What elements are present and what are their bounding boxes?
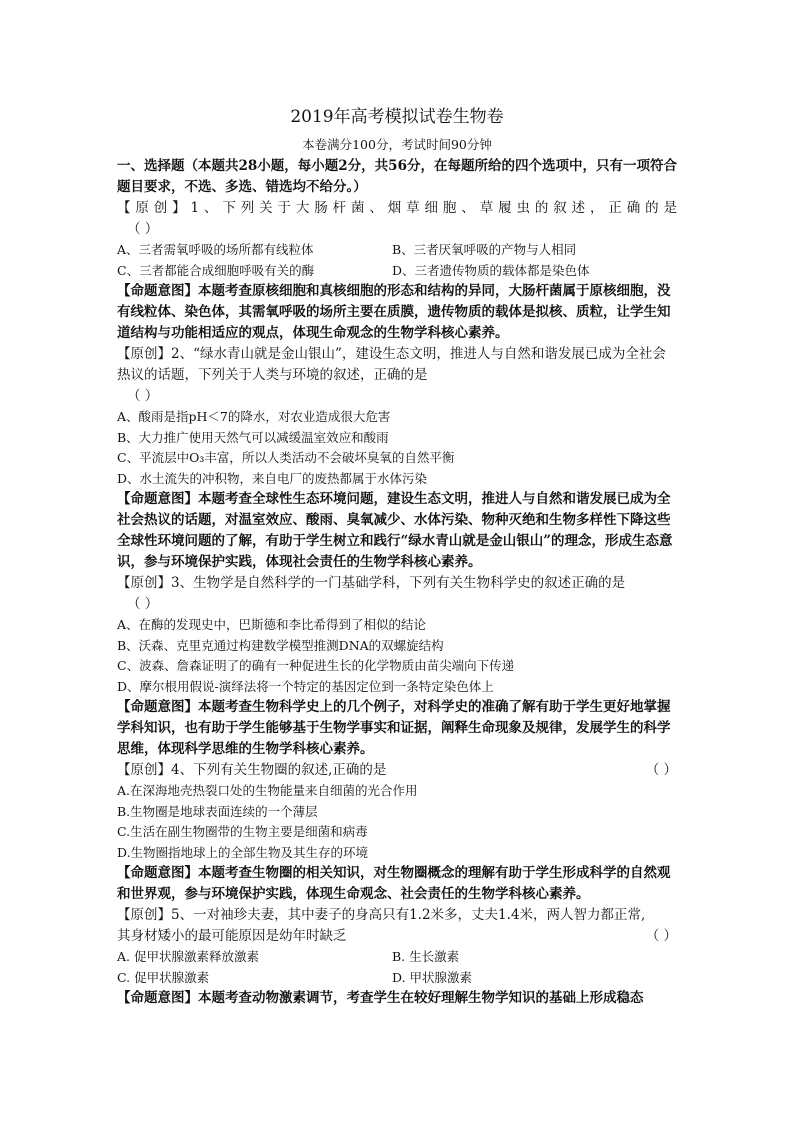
option-a: A、酸雨是指pH＜7的降水，对农业造成很大危害 xyxy=(117,409,391,424)
intent-paragraph: 【命题意图】本题考查原核细胞和真核细胞的形态和结构的异同，大肠杆菌属于原核细胞，没有线粒体、染色体，其需氧呼吸的场所主要在质膜，遗传物质的载体是拟核、质粒，让学生知道结构与功能相适应的观点，体现生命观念的生物学科核心素养。 xyxy=(117,283,671,341)
option-row xyxy=(117,240,677,261)
option-d: D、三者遗传物质的载体都是染色体 xyxy=(392,262,590,278)
intent-paragraph: 【命题意图】本题考查全球性生态环境问题，建设生态文明，推进人与自然和谐发展已成为全社会热议的话题，对温室效应、酸雨、臭氧减少、水体污染、物种灭绝和生物多样性下降这些全球性环境问题的了解，有助于学生树立和践行“绿水青山就是金山银山”的理念，形成生态意识，参与环境保护实践，体现社会责任的生物学科核心素养。 xyxy=(117,491,673,570)
question-5 xyxy=(117,905,677,1009)
option-b: B、三者厌氧呼吸的产物与人相同 xyxy=(392,242,577,257)
exam-subtitle: 本卷满分100分，考试时间90分钟 xyxy=(302,137,492,152)
option-c: C. 促甲状腺激素 xyxy=(117,969,210,985)
answer-bracket: （ ） xyxy=(645,928,677,944)
option-d: D. 甲状腺激素 xyxy=(392,969,473,985)
question-stem: 【原创】1、下列关于大肠杆菌、烟草细胞、草履虫的叙述，正确的是 xyxy=(117,200,677,216)
option-d: D、水土流失的冲积物，来自电厂的废热都属于水体污染 xyxy=(117,470,428,486)
section-header: 一、选择题（本题共28小题，每小题2分，共56分，在每题所给的四个选项中，只有一项符合题目要求，不选、多选、错选均不给分。） xyxy=(117,158,677,195)
option-c: C、平流层中O₃丰富，所以人类活动不会破坏臭氧的自然平衡 xyxy=(117,450,455,465)
option-a: A. 促甲状腺激素释放激素 xyxy=(117,949,259,964)
question-stem-cont: 其身材矮小的最可能原因是幼年时缺乏 xyxy=(117,928,347,944)
option-row xyxy=(117,968,677,989)
question-stem-row xyxy=(117,760,677,781)
intent-paragraph: 【命题意图】本题考查生物圈的相关知识，对生物圈概念的理解有助于学生形成科学的自然观和世界观，参与环境保护实践，体现生命观念、社会责任的生物学科核心素养。 xyxy=(117,865,671,902)
option-b: B. 生长激素 xyxy=(392,949,460,964)
answer-bracket: （ ） xyxy=(127,388,159,404)
answer-bracket: （ ） xyxy=(127,596,159,612)
option-row xyxy=(117,947,677,968)
question-1 xyxy=(117,198,677,344)
question-4 xyxy=(117,760,677,905)
question-stem: 【原创】2、“绿水青山就是金山银山”，建设生态文明，推进人与自然和谐发展已成为全社会热议的话题，下列关于人类与环境的叙述，正确的是 xyxy=(117,346,666,383)
exam-page xyxy=(117,106,677,1009)
answer-bracket: （ ） xyxy=(127,221,159,237)
intent-paragraph: 【命题意图】本题考查生物科学史上的几个例子，对科学史的准确了解有助于学生更好地掌握学科知识，也有助于学生能够基于生物学事实和证据，阐释生命现象及规律，发展学生的科学思维，体现科学思维的生物学科核心素养。 xyxy=(117,699,671,757)
option-a: A.在深海地壳热裂口处的生物能量来自细菌的光合作用 xyxy=(117,783,418,798)
intent-paragraph: 【命题意图】本题考查动物激素调节，考查学生在较好理解生物学知识的基础上形成稳态 xyxy=(117,990,644,1006)
exam-title: 2019年高考模拟试卷生物卷 xyxy=(290,107,504,127)
option-c: C、波森、詹森证明了的确有一种促进生长的化学物质由苗尖端向下传递 xyxy=(117,658,515,673)
option-c: C.生活在副生物圈带的生物主要是细菌和病毒 xyxy=(117,824,368,839)
question-stem: 【原创】5、一对袖珍夫妻，其中妻子的身高只有1.2米多，丈夫1.4米，两人智力都正常, xyxy=(117,907,646,923)
option-b: B.生物圈是地球表面连续的一个薄层 xyxy=(117,803,318,819)
option-b: B、沃森、克里克通过构建数学模型推测DNA的双螺旋结构 xyxy=(117,637,444,653)
question-stem-row xyxy=(117,926,677,947)
question-2 xyxy=(117,344,677,573)
option-d: D.生物圈指地球上的全部生物及其生存的环境 xyxy=(117,844,369,860)
option-c: C、三者都能合成细胞呼吸有关的酶 xyxy=(117,262,315,278)
answer-bracket: （ ） xyxy=(645,762,677,778)
option-row xyxy=(117,261,677,282)
question-stem: 【原创】3、生物学是自然科学的一门基础学科，下列有关生物科学史的叙述正确的是 xyxy=(117,575,626,591)
question-stem: 【原创】4、下列有关生物圈的叙述,正确的是 xyxy=(117,762,387,778)
option-a: A、在酶的发现史中，巴斯德和李比希得到了相似的结论 xyxy=(117,617,427,632)
option-b: B、大力推广使用天然气可以减缓温室效应和酸雨 xyxy=(117,429,389,445)
question-3 xyxy=(117,573,677,760)
option-d: D、摩尔根用假说-演绎法将一个特定的基因定位到一条特定染色体上 xyxy=(117,678,494,694)
option-a: A、三者需氧呼吸的场所都有线粒体 xyxy=(117,242,314,257)
